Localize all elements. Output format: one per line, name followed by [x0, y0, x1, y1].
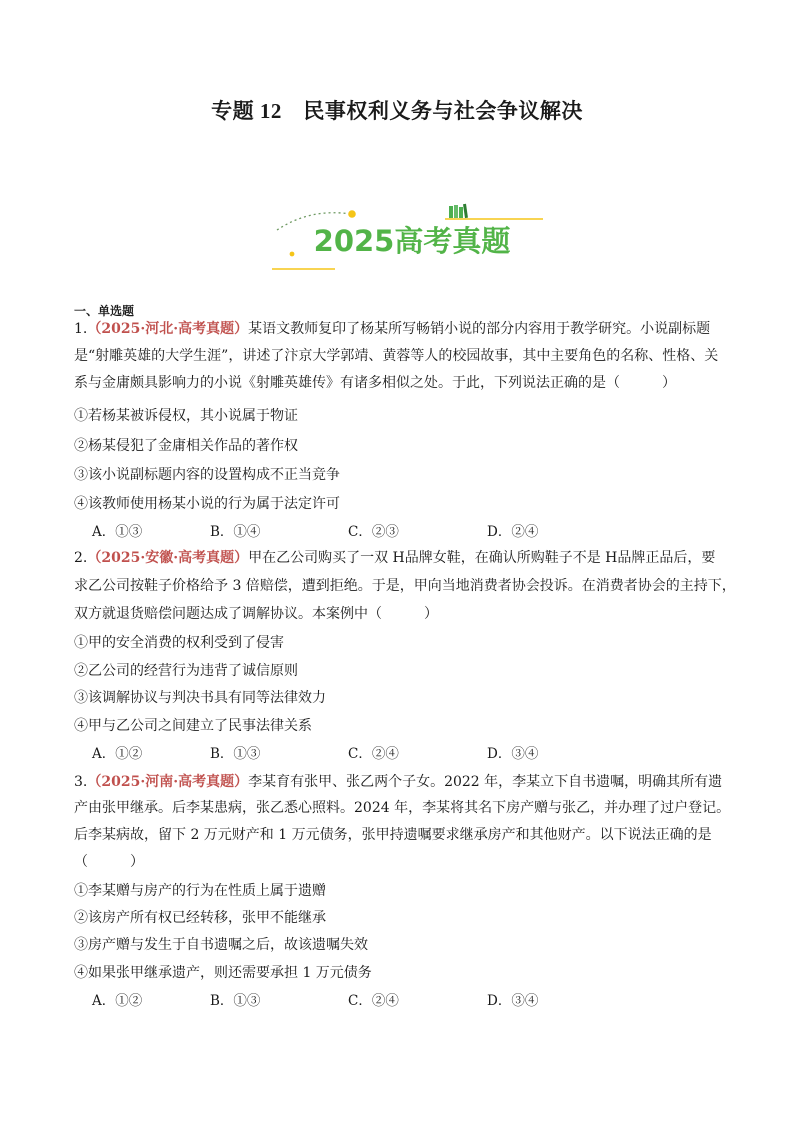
- choice-value: ③④: [511, 993, 539, 1009]
- question-number: 3.: [74, 774, 88, 790]
- choice-a: [92, 745, 142, 763]
- question-number: 1.: [74, 321, 88, 337]
- choice-value: ①②: [115, 993, 143, 1009]
- choice-letter: A．: [92, 746, 116, 762]
- question-text: 某语文教师复印了杨某所写畅销小说的部分内容用于教学研究。小说副标题: [248, 321, 711, 337]
- choice-a: [92, 992, 142, 1010]
- statement-2: ②乙公司的经营行为违背了诚信原则: [74, 663, 298, 679]
- choice-letter: B．: [210, 524, 234, 540]
- choice-value: ③④: [511, 746, 539, 762]
- choice-value: ②③: [371, 524, 399, 540]
- question-stem-line: 后李某病故，留下 2 万元财产和 1 万元债务，张甲持遗嘱要求继承房产和其他财产。以下说法正确的是: [74, 827, 712, 843]
- statement-4: ④如果张甲继承遗产，则还需要承担 1 万元债务: [74, 965, 372, 981]
- choice-d: [487, 523, 538, 541]
- books-icon: [449, 204, 468, 218]
- choice-letter: D．: [487, 746, 512, 762]
- choice-letter: C．: [348, 746, 372, 762]
- choice-letter: B．: [210, 746, 234, 762]
- choice-letter: A．: [92, 993, 116, 1009]
- statement-1: ①甲的安全消费的权利受到了侵害: [74, 635, 284, 651]
- choice-c: [348, 523, 399, 541]
- choice-value: ①②: [115, 746, 143, 762]
- choice-d: [487, 992, 538, 1010]
- choice-b: [210, 745, 260, 763]
- choice-d: [487, 745, 538, 763]
- question-text: 李某育有张甲、张乙两个子女。2022 年，李某立下自书遗嘱，明确其所有遗: [248, 774, 723, 790]
- choice-value: ①③: [233, 746, 261, 762]
- statement-1: ①李某赠与房产的行为在性质上属于遗赠: [74, 883, 326, 899]
- question-source: （2025·河南·高考真题）: [87, 774, 249, 790]
- choice-b: [210, 992, 260, 1010]
- question-stem-line: 求乙公司按鞋子价格给予 3 倍赔偿，遭到拒绝。于是，甲向当地消费者协会投诉。在消费者协会的主持下，: [74, 578, 736, 594]
- statement-4: ④该教师使用杨某小说的行为属于法定许可: [74, 496, 340, 512]
- section-heading: 一、单选题: [74, 304, 135, 318]
- choice-value: ②④: [371, 746, 399, 762]
- question-stem-line: [74, 320, 710, 338]
- choice-letter: C．: [348, 524, 372, 540]
- choice-c: [348, 745, 399, 763]
- banner-title: 2025高考真题: [313, 224, 511, 258]
- choice-value: ①③: [115, 524, 143, 540]
- question-text: 甲在乙公司购买了一双 H品牌女鞋，在确认所购鞋子不是 H品牌正品后，要: [248, 550, 716, 566]
- question-stem-line: 系与金庸颇具影响力的小说《射雕英雄传》有诸多相似之处。于此，下列说法正确的是（ ）: [74, 375, 676, 391]
- question-stem-line: （ ）: [74, 854, 144, 870]
- choice-value: ①③: [233, 993, 261, 1009]
- choice-letter: C．: [348, 993, 372, 1009]
- choice-value: ②④: [371, 993, 399, 1009]
- statement-1: ①若杨某被诉侵权，其小说属于物证: [74, 408, 298, 424]
- choice-letter: D．: [487, 524, 512, 540]
- statement-3: ③该调解协议与判决书具有同等法律效力: [74, 690, 326, 706]
- choice-letter: A．: [92, 524, 116, 540]
- question-stem-line: 是“射雕英雄的大学生涯”，讲述了汴京大学郭靖、黄蓉等人的校园故事，其中主要角色的名称、性格、关: [74, 348, 719, 364]
- statement-2: ②该房产所有权已经转移，张甲不能继承: [74, 910, 326, 926]
- statement-3: ③房产赠与发生于自书遗嘱之后，故该遗嘱失效: [74, 937, 368, 953]
- choice-b: [210, 523, 260, 541]
- statement-3: ③该小说副标题内容的设置构成不正当竞争: [74, 467, 340, 483]
- question-stem-line: [74, 773, 722, 791]
- question-source: （2025·安徽·高考真题）: [87, 550, 249, 566]
- question-stem-line: [74, 549, 715, 567]
- choice-value: ②④: [511, 524, 539, 540]
- question-stem-line: 双方就退货赔偿问题达成了调解协议。本案例中（ ）: [74, 606, 438, 622]
- yellow-dot-large: [348, 210, 356, 218]
- statement-2: ②杨某侵犯了金庸相关作品的著作权: [74, 438, 298, 454]
- question-source: （2025·河北·高考真题）: [87, 321, 249, 337]
- choice-letter: D．: [487, 993, 512, 1009]
- statement-4: ④甲与乙公司之间建立了民事法律关系: [74, 718, 312, 734]
- choice-c: [348, 992, 399, 1010]
- choice-letter: B．: [210, 993, 234, 1009]
- question-number: 2.: [74, 550, 88, 566]
- question-stem-line: 产由张甲继承。后李某患病，张乙悉心照料。2024 年，李某将其名下房产赠与张乙，并办理了过户登记。: [74, 800, 731, 816]
- choice-a: [92, 523, 142, 541]
- choice-value: ①④: [233, 524, 261, 540]
- page-title: 专题 12 民事权利义务与社会争议解决: [211, 99, 583, 123]
